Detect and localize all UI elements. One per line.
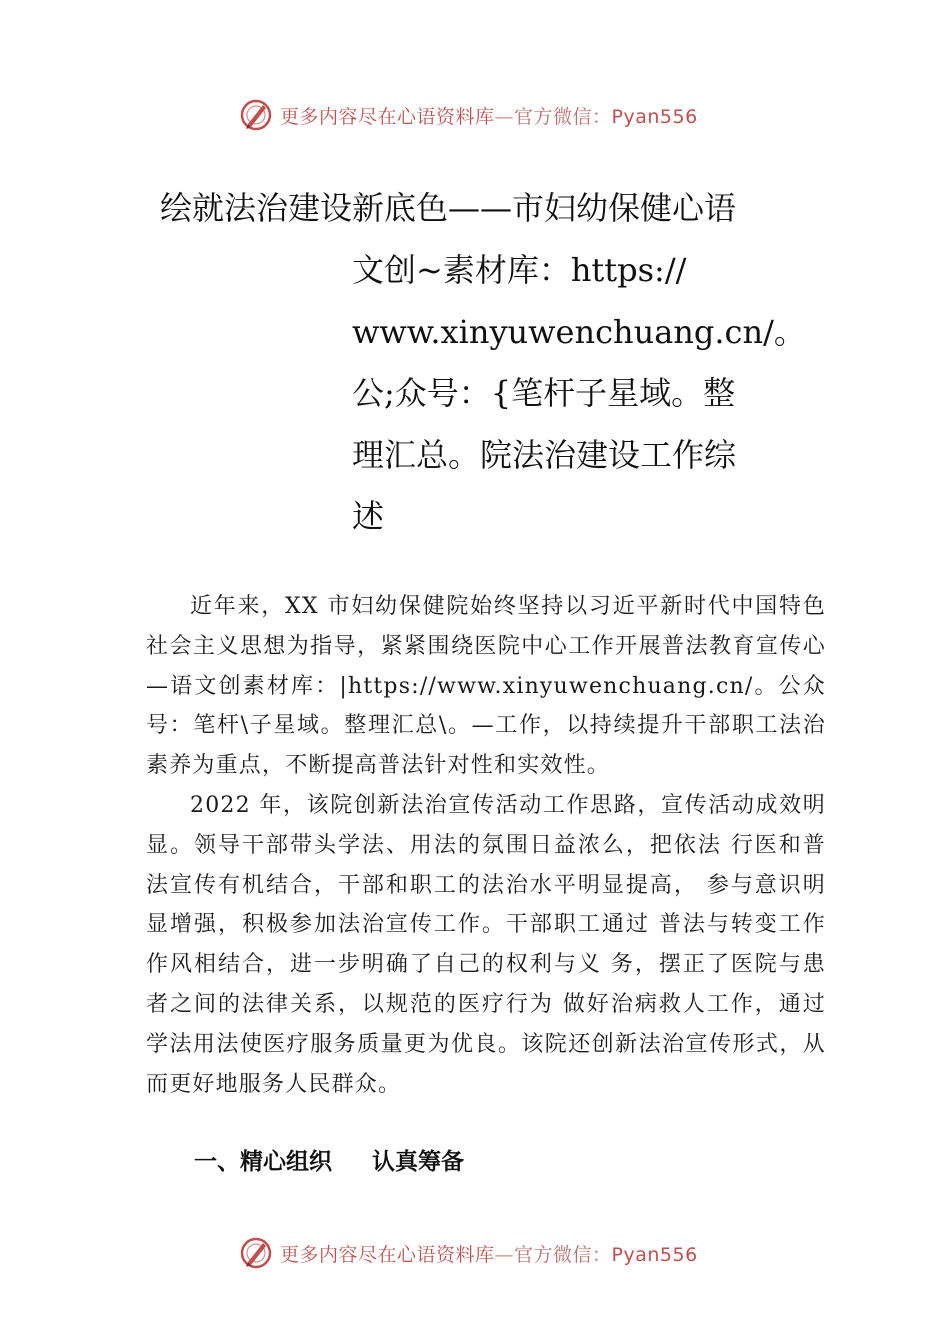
pen-logo-icon [238,1235,274,1271]
document-title-line-6: 述 [352,497,385,535]
banner-separator: — [494,105,515,128]
document-title-line-2: 文创~素材库：https:// [352,251,687,289]
document-title-line-3: www.xinyuwenchuang.cn/。 [352,312,806,351]
document-title-line-1: 绘就法治建设新底色——市妇幼保健心语 [160,189,737,227]
header-banner [0,95,950,135]
body-paragraph-1: 近年来，XX 市妇幼保健院始终坚持以习近平新时代中国特色社会主义思想为指导，紧紧围绕医院中心工作开展普法教育宣传心—语文创素材库：|https://www.xinyuwenchuang.cn/。公众号：笔杆\子星域。整理汇总\。—工作，以持续提升干部职工法治素养为重点，不断提高普法针对性和实效性。 [146,594,826,779]
section-heading-part-1: 一、精心组织 [194,1149,332,1175]
document-title-line-5: 理汇总。院法治建设工作综 [352,435,737,474]
footer-banner-main-text: 更多内容尽在心语资料库 [280,1243,495,1266]
banner-content [238,95,698,135]
section-heading-part-2: 认真筹备 [372,1149,464,1175]
footer-banner-wechat-id: Pyan556 [611,1243,698,1266]
footer-banner-separator: — [494,1243,515,1266]
section-heading [194,1142,464,1182]
pen-logo-icon [238,97,274,133]
banner-wechat-id: Pyan556 [611,105,698,128]
footer-banner-text [280,1240,698,1267]
document-title-continuation [352,240,806,548]
banner-text [280,102,698,129]
footer-banner [0,1233,950,1273]
document-title-line-4: 公;众号：{笔杆子星域。整 [352,374,736,412]
banner-wechat-label: 官方微信： [514,105,612,128]
body-paragraph-2: 2022 年，该院创新法治宣传活动工作思路，宣传活动成效明显。领导干部带头学法、用法的氛围日益浓么，把依法 行医和普法宣传有机结合，干部和职工的法治水平明显提高， 参与意识明显增强，积极参加法治宣传工作。干部职工通过 普法与转变工作作风相结合，进一步明确了自己的权利与义 务，摆正了医院与患者之间的法律关系，以规范的医疗行为 做好治病救人工作，通过学法用法使医疗服务质量更为优良。该院还创新法治宣传形式，从而更好地服务人民群众。 [146,792,826,1097]
footer-banner-content [238,1233,698,1273]
banner-main-text: 更多内容尽在心语资料库 [280,105,495,128]
footer-banner-wechat-label: 官方微信： [514,1243,612,1266]
document-body [146,587,826,1104]
